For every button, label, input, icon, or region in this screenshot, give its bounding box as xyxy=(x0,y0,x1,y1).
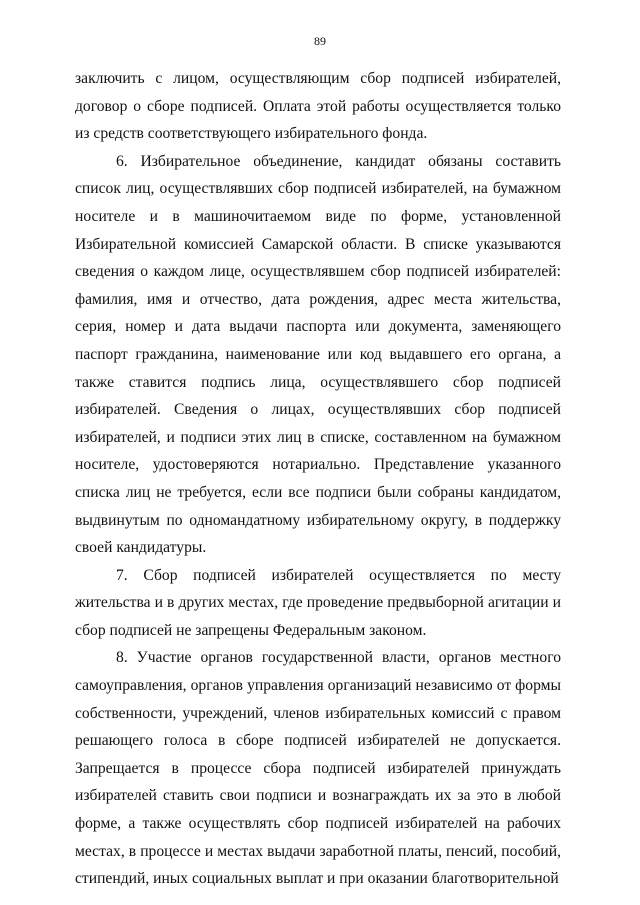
paragraph-item-6: 6. Избирательное объединение, кандидат обязаны составить список лиц, осуществлявших сбор подписей избирателей, на бумажном носителе и в машиночитаемом виде по форме, установленной Избирательной комиссией Самарской области. В списке указываются сведения о каждом лице, осуществлявшем сбор подписей избирателей: фамилия, имя и отчество, дата рождения, адрес места жительства, серия, номер и дата выдачи паспорта или документа, заменяющего паспорт гражданина, наименование или код выдавшего его органа, а также ставится подпись лица, осуществлявшего сбор подписей избирателей. Сведения о лицах, осуществлявших сбор подписей избирателей, и подписи этих лиц в списке, составленном на бумажном носителе, удостоверяются нотариально. Представление указанного списка лиц не требуется, если все подписи были собраны кандидатом, выдвинутым по одномандатному избирательному округу, в поддержку своей кандидатуры. xyxy=(75,152,561,557)
document-body xyxy=(75,65,561,893)
page-number: 89 xyxy=(314,34,326,48)
paragraph-item-7: 7. Сбор подписей избирателей осуществляется по месту жительства и в других местах, где проведение предвыборной агитации и сбор подписей не запрещены Федеральным законом. xyxy=(75,566,561,639)
paragraph-item-8: 8. Участие органов государственной власти, органов местного самоуправления, органов управления организаций независимо от формы собственности, учреждений, членов избирательных комиссий с правом решающего голоса в сборе подписей избирателей не допускается. Запрещается в процессе сбора подписей избирателей принуждать избирателей ставить свои подписи и вознаграждать их за это в любой форме, а также осуществлять сбор подписей избирателей на рабочих местах, в процессе и местах выдачи заработной платы, пенсий, пособий, стипендий, иных социальных выплат и при оказании благотворительной xyxy=(75,649,561,888)
paragraph-continuation: заключить с лицом, осуществляющим сбор подписей избирателей, договор о сборе подписей. Оплата этой работы осуществляется только из средств соответствующего избирательного фонда. xyxy=(75,70,561,143)
